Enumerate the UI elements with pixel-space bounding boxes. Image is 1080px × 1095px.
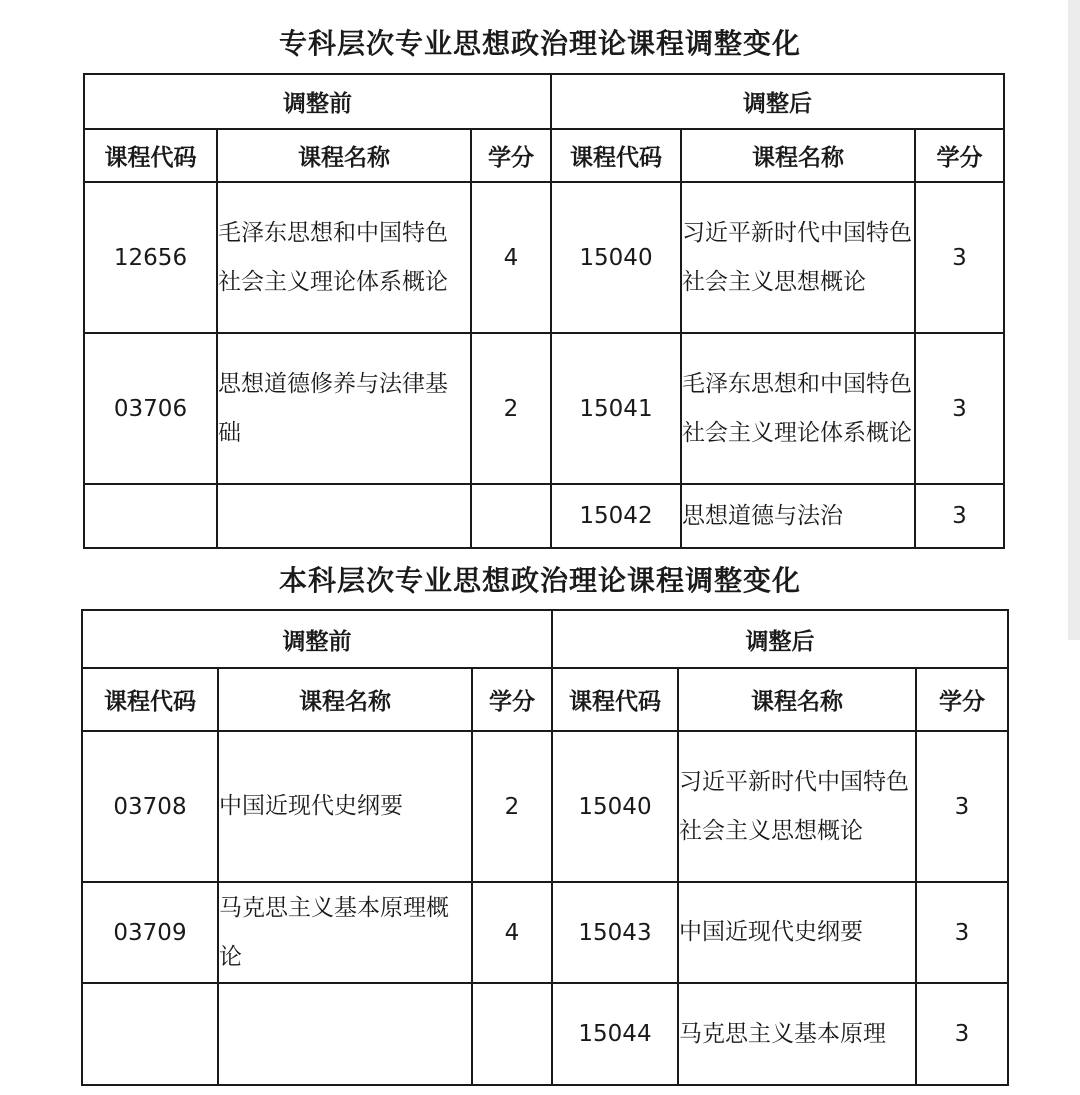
after-course-credit: 3 <box>915 333 1004 484</box>
before-group-header: 调整前 <box>84 74 551 129</box>
before-group-header: 调整前 <box>82 610 552 668</box>
table-row <box>82 983 1008 1085</box>
after-group-header: 调整后 <box>551 74 1004 129</box>
header-after-code: 课程代码 <box>551 129 681 182</box>
header-after-code: 课程代码 <box>552 668 678 731</box>
after-course-code: 15042 <box>551 484 681 548</box>
before-course-credit: 2 <box>471 333 551 484</box>
before-course-code: 03706 <box>84 333 217 484</box>
table-1-course-adjustment <box>83 73 1005 549</box>
after-course-name: 中国近现代史纲要 <box>678 882 916 983</box>
before-course-name <box>217 484 471 548</box>
table-row <box>82 882 1008 983</box>
header-before-name: 课程名称 <box>218 668 472 731</box>
after-course-code: 15040 <box>551 182 681 333</box>
before-course-code <box>84 484 217 548</box>
header-after-credit: 学分 <box>916 668 1008 731</box>
after-course-code: 15044 <box>552 983 678 1085</box>
before-course-credit: 2 <box>472 731 552 882</box>
scrollbar-track[interactable] <box>1068 0 1080 640</box>
before-course-name: 中国近现代史纲要 <box>218 731 472 882</box>
before-course-credit <box>472 983 552 1085</box>
table-1-title: 专科层次专业思想政治理论课程调整变化 <box>278 27 801 60</box>
table-2-course-adjustment <box>81 609 1009 1086</box>
before-course-name: 马克思主义基本原理概论 <box>218 882 472 983</box>
after-course-name: 马克思主义基本原理 <box>678 983 916 1085</box>
header-after-credit: 学分 <box>915 129 1004 182</box>
table-row <box>84 333 1004 484</box>
table-row <box>84 182 1004 333</box>
after-course-credit: 3 <box>915 484 1004 548</box>
after-course-name: 思想道德与法治 <box>681 484 915 548</box>
before-course-code: 12656 <box>84 182 217 333</box>
after-group-header: 调整后 <box>552 610 1008 668</box>
before-course-credit: 4 <box>471 182 551 333</box>
after-course-credit: 3 <box>915 182 1004 333</box>
before-course-credit: 4 <box>472 882 552 983</box>
header-before-code: 课程代码 <box>84 129 217 182</box>
header-before-credit: 学分 <box>471 129 551 182</box>
table-row <box>84 484 1004 548</box>
before-course-name <box>218 983 472 1085</box>
after-course-name: 习近平新时代中国特色社会主义思想概论 <box>681 182 915 333</box>
after-course-credit: 3 <box>916 882 1008 983</box>
before-course-name: 毛泽东思想和中国特色社会主义理论体系概论 <box>217 182 471 333</box>
header-before-code: 课程代码 <box>82 668 218 731</box>
header-before-credit: 学分 <box>472 668 552 731</box>
before-course-code <box>82 983 218 1085</box>
header-after-name: 课程名称 <box>681 129 915 182</box>
after-course-name: 习近平新时代中国特色社会主义思想概论 <box>678 731 916 882</box>
table-2-title: 本科层次专业思想政治理论课程调整变化 <box>278 564 801 597</box>
after-course-code: 15041 <box>551 333 681 484</box>
after-course-code: 15043 <box>552 882 678 983</box>
header-after-name: 课程名称 <box>678 668 916 731</box>
after-course-code: 15040 <box>552 731 678 882</box>
before-course-name: 思想道德修养与法律基础 <box>217 333 471 484</box>
after-course-credit: 3 <box>916 731 1008 882</box>
after-course-name: 毛泽东思想和中国特色社会主义理论体系概论 <box>681 333 915 484</box>
table-row <box>82 731 1008 882</box>
before-course-credit <box>471 484 551 548</box>
before-course-code: 03708 <box>82 731 218 882</box>
after-course-credit: 3 <box>916 983 1008 1085</box>
header-before-name: 课程名称 <box>217 129 471 182</box>
before-course-code: 03709 <box>82 882 218 983</box>
